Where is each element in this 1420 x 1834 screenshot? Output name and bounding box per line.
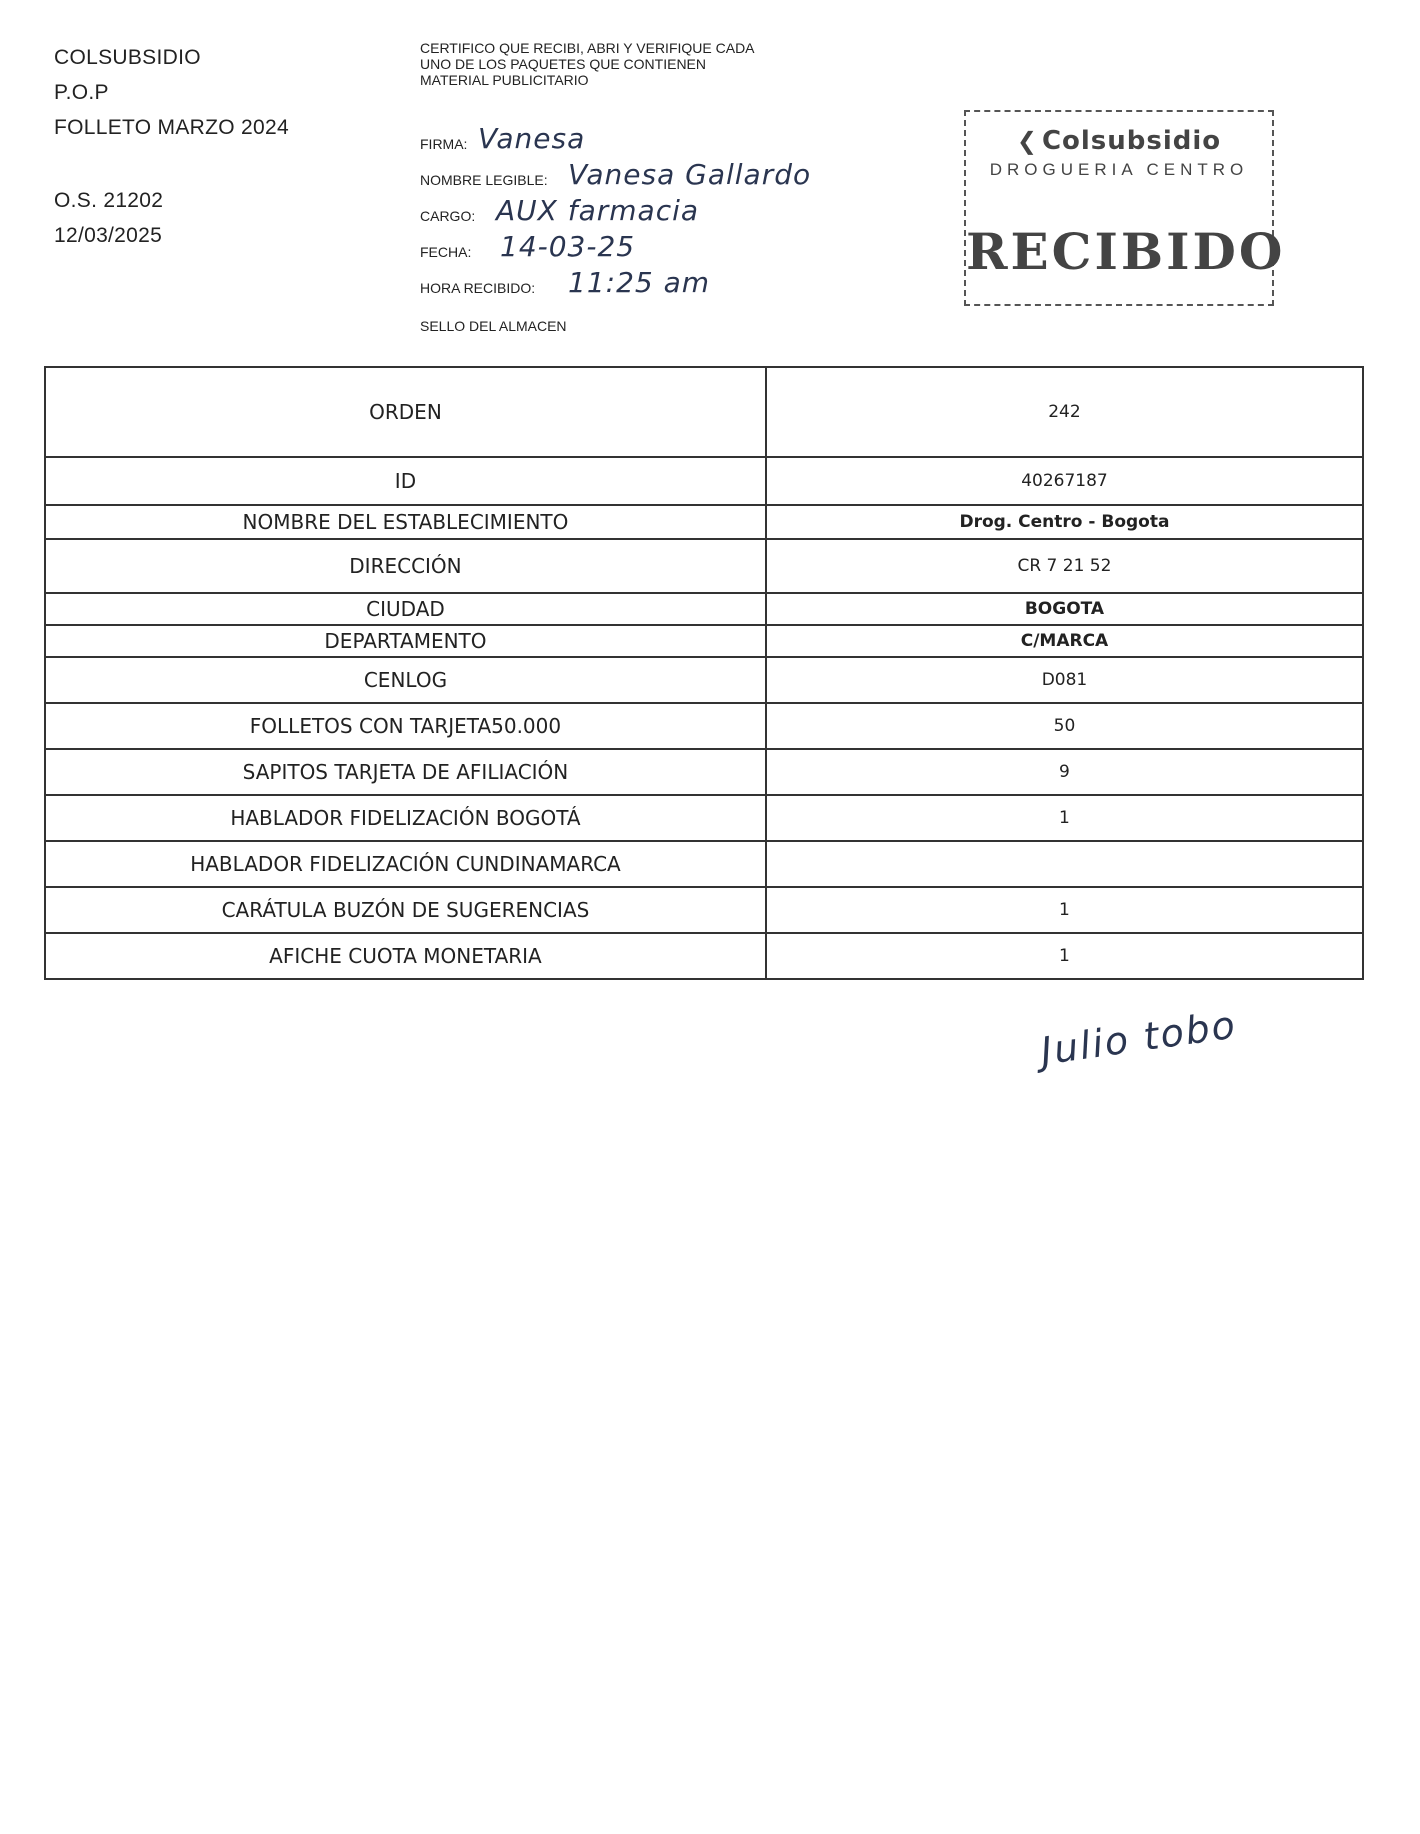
row-label: SAPITOS TARJETA DE AFILIACIÓN <box>45 749 766 795</box>
row-value: 242 <box>766 367 1363 457</box>
row-value: 40267187 <box>766 457 1363 505</box>
row-value: 1 <box>766 887 1363 933</box>
firma-signature: Vanesa <box>478 122 586 155</box>
firma-label: FIRMA: <box>420 136 468 152</box>
delivery-table <box>44 366 1364 980</box>
nombre-value: Vanesa Gallardo <box>568 158 812 191</box>
table-row <box>45 505 1363 539</box>
table-row <box>45 593 1363 625</box>
row-label: ID <box>45 457 766 505</box>
stamp-status: RECIBIDO <box>966 222 1286 281</box>
row-value: CR 7 21 52 <box>766 539 1363 593</box>
table-row <box>45 703 1363 749</box>
table-row <box>45 933 1363 979</box>
row-value: 50 <box>766 703 1363 749</box>
row-label: CENLOG <box>45 657 766 703</box>
document-date: 12/03/2025 <box>54 224 163 247</box>
row-value: BOGOTA <box>766 593 1363 625</box>
table-row <box>45 625 1363 657</box>
row-label: HABLADOR FIDELIZACIÓN BOGOTÁ <box>45 795 766 841</box>
document-type: P.O.P <box>54 81 109 104</box>
document-header <box>54 40 289 253</box>
campaign-name: FOLLETO MARZO 2024 <box>54 116 289 139</box>
row-label: CARÁTULA BUZÓN DE SUGERENCIAS <box>45 887 766 933</box>
row-label: HABLADOR FIDELIZACIÓN CUNDINAMARCA <box>45 841 766 887</box>
sello-label: SELLO DEL ALMACEN <box>420 318 567 334</box>
certificate-text: CERTIFICO QUE RECIBI, ABRI Y VERIFIQUE CADA UNO DE LOS PAQUETES QUE CONTIENEN MATERIAL PUBLICITARIO <box>420 40 754 88</box>
table-row <box>45 841 1363 887</box>
row-value: 9 <box>766 749 1363 795</box>
row-label: NOMBRE DEL ESTABLECIMIENTO <box>45 505 766 539</box>
cargo-label: CARGO: <box>420 208 476 224</box>
nombre-label: NOMBRE LEGIBLE: <box>420 172 548 188</box>
table-row <box>45 657 1363 703</box>
table-row <box>45 887 1363 933</box>
row-value: Drog. Centro - Bogota <box>766 505 1363 539</box>
fecha-value: 14-03-25 <box>500 230 636 263</box>
row-label: DIRECCIÓN <box>45 539 766 593</box>
table-row <box>45 367 1363 457</box>
row-value <box>766 841 1363 887</box>
table-row <box>45 539 1363 593</box>
row-label: DEPARTAMENTO <box>45 625 766 657</box>
table-row <box>45 457 1363 505</box>
table-row <box>45 795 1363 841</box>
stamp-logo-text: Colsubsidio <box>1041 126 1222 156</box>
row-label: FOLLETOS CON TARJETA50.000 <box>45 703 766 749</box>
order-service-number: O.S. 21202 <box>54 189 164 212</box>
colsubsidio-logo-icon: ❮ <box>1016 127 1038 155</box>
row-value: 1 <box>766 795 1363 841</box>
row-label: CIUDAD <box>45 593 766 625</box>
row-value: 1 <box>766 933 1363 979</box>
row-label: AFICHE CUOTA MONETARIA <box>45 933 766 979</box>
stamp-subtitle: DROGUERIA CENTRO <box>989 160 1249 179</box>
row-value: D081 <box>766 657 1363 703</box>
hora-label: HORA RECIBIDO: <box>420 280 536 296</box>
handwritten-signature: Julio tobo <box>1037 1002 1240 1074</box>
row-label: ORDEN <box>45 367 766 457</box>
row-value: C/MARCA <box>766 625 1363 657</box>
stamp-logo <box>966 126 1272 156</box>
fecha-label: FECHA: <box>420 244 472 260</box>
company-name: COLSUBSIDIO <box>54 46 201 69</box>
cargo-value: AUX farmacia <box>496 194 700 227</box>
received-stamp <box>964 110 1286 306</box>
table-row <box>45 749 1363 795</box>
hora-value: 11:25 am <box>568 266 711 299</box>
